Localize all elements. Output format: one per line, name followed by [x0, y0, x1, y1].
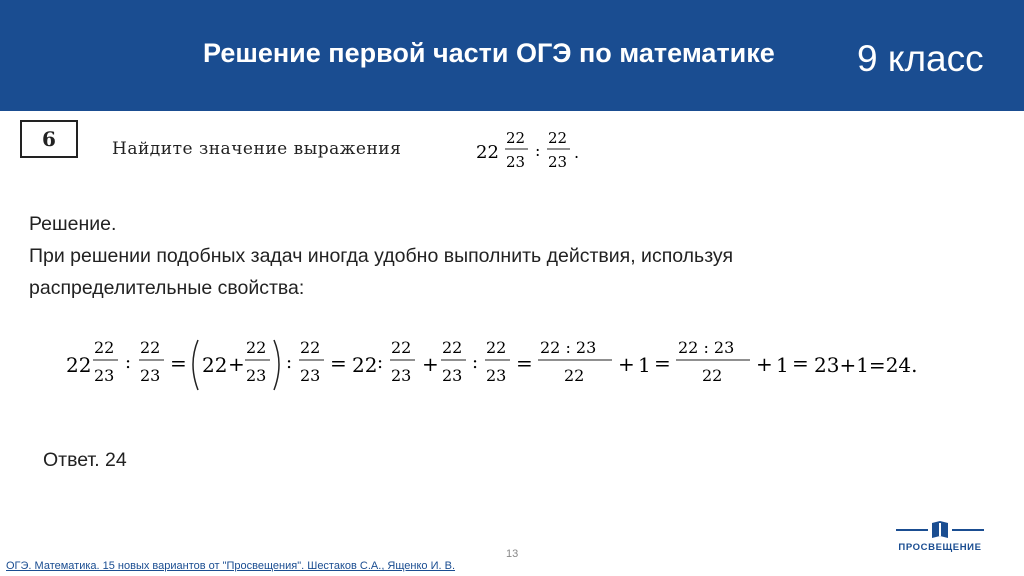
m-eq-4: = [654, 351, 671, 375]
m-div-4: : [472, 352, 479, 373]
m-f3-num: 22 [246, 338, 267, 357]
m-one-2: 1 [776, 353, 789, 377]
task-frac1-den: 23 [506, 153, 526, 171]
m-f6-den: 23 [442, 366, 463, 385]
answer-text: Ответ. 24 [43, 449, 127, 471]
m-eq-5: = [792, 351, 809, 375]
source-link[interactable]: ОГЭ. Математика. 15 новых вариантов от "Просвещения". Шестаков С.А., Ященко И. В. [6, 560, 456, 572]
m-f9-den: 22 [702, 366, 723, 385]
m-f5-num: 22 [391, 338, 412, 357]
m-eq-1: = [170, 351, 187, 375]
m-inner-whole: 22 [202, 353, 228, 377]
m-f1-num: 22 [94, 338, 115, 357]
solution-heading: Решение. [29, 213, 117, 235]
task-text: Найдите значение выражения [112, 139, 402, 159]
m-f3-den: 23 [246, 366, 267, 385]
m-f9-num: 22 : 23 [678, 338, 735, 357]
m-plus-1: + [228, 352, 245, 376]
m-plus-2: + [422, 352, 439, 376]
logo-text: ПРОСВЕЩЕНИЕ [898, 542, 982, 553]
m-f4-den: 23 [300, 366, 321, 385]
m-div-1: : [125, 352, 132, 373]
m-plus-4: + [756, 352, 773, 376]
solution-line-1: При решении подобных задач иногда удобно выполнить действия, используя [29, 245, 734, 267]
task-frac2-num: 22 [548, 129, 568, 147]
m-whole-2: 22 [352, 353, 378, 377]
m-paren-left [193, 340, 198, 390]
m-f6-num: 22 [442, 338, 463, 357]
m-f1-den: 23 [94, 366, 115, 385]
publisher-logo [890, 520, 990, 554]
m-tail: 23+1=24. [814, 353, 918, 377]
m-eq-3: = [516, 351, 533, 375]
m-plus-3: + [618, 352, 635, 376]
prosveshchenie-logo-icon [890, 520, 990, 542]
m-whole: 22 [66, 353, 92, 377]
task-number-box: 6 [20, 120, 78, 158]
m-f8-den: 22 [564, 366, 585, 385]
task-div-sign: : [535, 141, 541, 160]
header-bar [0, 0, 1024, 111]
m-f4-num: 22 [300, 338, 321, 357]
task-whole: 22 [476, 142, 499, 163]
page-number: 13 [506, 548, 519, 560]
m-f2-den: 23 [140, 366, 161, 385]
m-eq-2: = [330, 351, 347, 375]
task-expression [476, 125, 586, 180]
page-title: Решение первой части ОГЭ по математике [203, 38, 775, 68]
m-f8-num: 22 : 23 [540, 338, 597, 357]
m-f7-den: 23 [486, 366, 507, 385]
solution-math [62, 334, 918, 394]
task-frac1-num: 22 [506, 129, 526, 147]
m-one: 1 [638, 353, 651, 377]
m-f2-num: 22 [140, 338, 161, 357]
task-frac2-den: 23 [548, 153, 568, 171]
task-period: . [574, 143, 580, 162]
m-div-2: : [286, 352, 293, 373]
solution-line-2: распределительные свойства: [29, 277, 305, 299]
m-div-3: : [377, 352, 384, 373]
grade-label: 9 класс [857, 38, 984, 79]
m-f7-num: 22 [486, 338, 507, 357]
m-f5-den: 23 [391, 366, 412, 385]
m-paren-right [274, 340, 279, 390]
solution-text [29, 208, 959, 304]
